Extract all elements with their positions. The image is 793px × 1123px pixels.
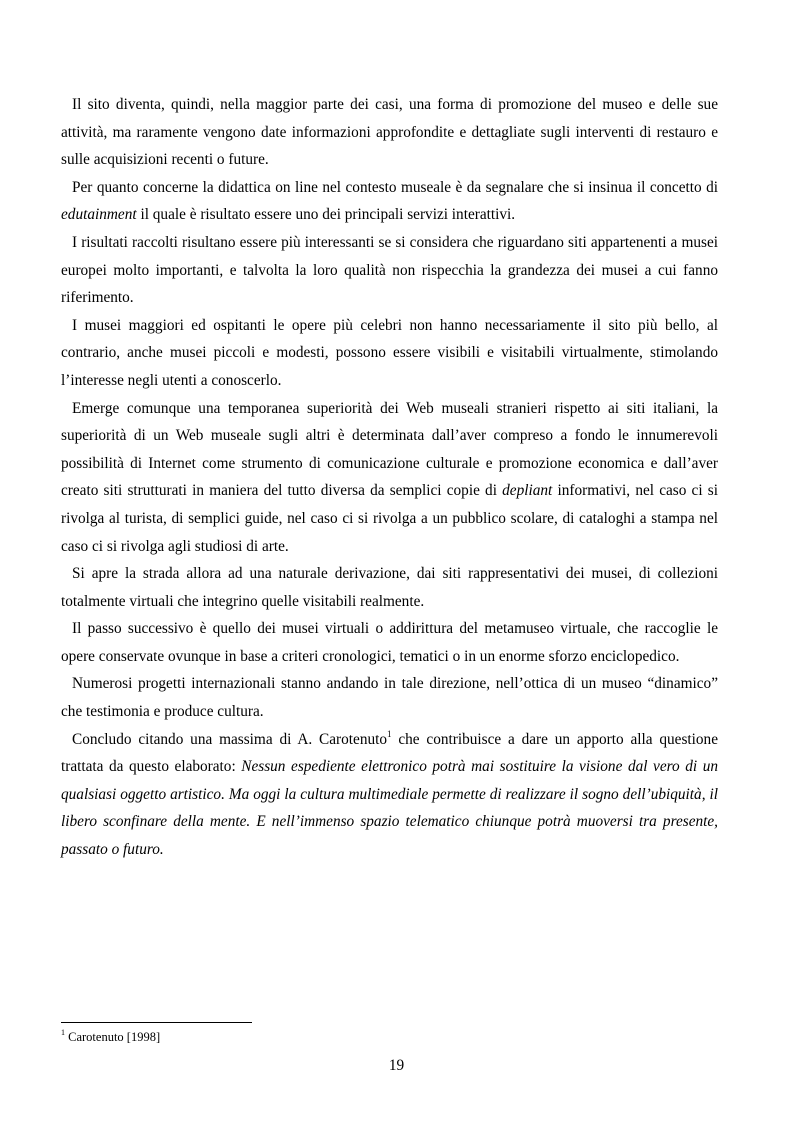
paragraph-text: Per quanto concerne la didattica on line nel contesto museale è da segnalare che si insinua il concetto di [72, 178, 718, 196]
paragraph-text: Il sito diventa, quindi, nella maggior parte dei casi, una forma di promozione del museo e delle sue attività, ma raramente vengono date informazioni approfondite e dettagliate sugli interventi di restauro e sulle acquisizioni recenti o future. [61, 96, 718, 169]
footnote-marker: 1 [61, 1027, 65, 1037]
footnote-text: Carotenuto [1998] [65, 1030, 161, 1044]
paragraph-virtual-collections [61, 560, 718, 615]
footnote-reference[interactable]: 1 [387, 728, 392, 739]
paragraph-text: Emerge comunque una temporanea superiorità dei Web museali stranieri rispetto ai siti italiani, la superiorità di un Web museale sugli altri è determinata dall’aver compreso a fondo le innumerevoli possibilità di Internet come strumento di comunicazione culturale e promozione economica e dall’aver creato siti strutturati in maniera del tutto diversa da semplici copie di [61, 399, 718, 500]
paragraph-text: Concludo citando una massima di A. Carotenuto [72, 730, 388, 748]
paragraph-site-promotion [61, 91, 718, 174]
paragraph-text: informativi, nel caso ci si rivolga al turista, di semplici guide, nel caso ci si rivolga a un pubblico scolare, di cataloghi a stampa nel caso ci si rivolga agli studiosi di arte. [61, 482, 718, 555]
paragraph-online-didactics [61, 174, 718, 229]
paragraph-text: Il passo successivo è quello dei musei virtuali o addirittura del metamuseo virtuale, che raccoglie le opere conservate ovunque in base a criteri cronologici, tematici o in un enorme sforzo enciclopedico. [61, 620, 718, 665]
page-number: 19 [388, 1057, 405, 1074]
paragraph-text: il quale è risultato essere uno dei principali servizi interattivi. [136, 206, 516, 224]
paragraph-metamuseum [61, 615, 718, 670]
italic-term-depliant: depliant [502, 482, 553, 500]
paragraph-text: Si apre la strada allora ad una naturale derivazione, dai siti rappresentativi dei musei, di collezioni totalmente virtuali che integrino quelle visitabili realmente. [61, 565, 718, 610]
footnote-divider [61, 1022, 252, 1023]
italic-term-edutainment: edutainment [61, 206, 137, 224]
paragraph-text: che contribuisce a dare un apporto alla questione trattata da questo elaborato: [61, 730, 718, 776]
paragraph-conclusion [61, 726, 718, 864]
paragraph-major-museums [61, 312, 718, 395]
paragraph-text: I musei maggiori ed ospitanti le opere più celebri non hanno necessariamente il sito più bello, al contrario, anche musei piccoli e modesti, possono essere visibili e visitabili virtualmente, stimolando l’interesse negli utenti a conoscerlo. [61, 316, 718, 389]
paragraph-international-projects [61, 670, 718, 725]
paragraph-results [61, 229, 718, 312]
paragraph-text: Numerosi progetti internazionali stanno andando in tale direzione, nell’ottica di un museo “dinamico” che testimonia e produce cultura. [61, 675, 718, 721]
footnote [61, 1029, 160, 1045]
paragraph-text: I risultati raccolti risultano essere più interessanti se si considera che riguardano siti appartenenti a musei europei molto importanti, e talvolta la loro qualità non rispecchia la grandezza dei musei a cui fanno riferimento. [61, 233, 718, 307]
italic-quotation: Nessun espediente elettronico potrà mai sostituire la visione dal vero di un qualsiasi oggetto artistico. Ma oggi la cultura multimediale permette di realizzare il sogno dell’ubiquità, il libero sconfinare della mente. E nell’immenso spazio telematico chiunque potrà muoversi tra presente, passato o futuro. [61, 758, 718, 859]
body-text [61, 91, 718, 864]
paragraph-foreign-superiority [61, 395, 718, 561]
